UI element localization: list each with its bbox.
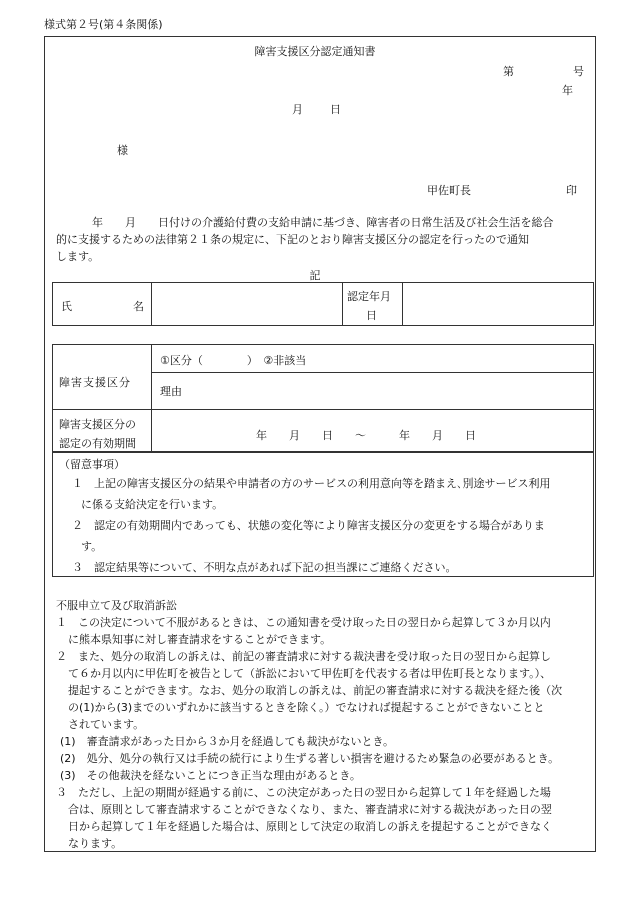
appeal-line: されています。 — [68, 718, 145, 731]
category-label: 障害支援区分 — [59, 376, 131, 389]
appeal-heading: 不服申立て及び取消訴訟 — [56, 599, 177, 612]
note-line: ２ 認定の有効期間内であっても、状態の変化等により障害支援区分の変更をする場合がありま — [72, 519, 545, 532]
note-line: に係る支給決定を行います。 — [81, 498, 224, 511]
note-line: ３ 認定結果等について、不明な点があれば下記の担当課にご連絡ください。 — [72, 561, 457, 574]
seal-mark: 印 — [566, 184, 577, 197]
body-line: 年 月 日付けの介護給付費の支給申請に基づき、障害者の日常生活及び社会生活を総合 — [92, 216, 554, 229]
notes-heading: （留意事項） — [59, 458, 125, 471]
category-options: ①区分（ ） ②非該当 — [160, 354, 307, 367]
appeal-line: ３ ただし、上記の期間が経過する前に、この決定があった日の翌日から起算して１年を経過した場 — [56, 786, 551, 799]
date-year: 年 — [562, 84, 573, 97]
body-line: します。 — [56, 250, 100, 263]
appeal-line: 日から起算して１年を経過した場合は、原則として決定の取消しの訴えを提起することができなく — [68, 820, 552, 833]
note-line: す。 — [81, 540, 103, 553]
name-label: 名 — [133, 300, 144, 313]
number-dai: 第 — [503, 65, 514, 78]
appeal-line: 提起することができます。なお、処分の取消しの訴えは、前記の審査請求に対する裁決を経た後（次 — [68, 684, 563, 697]
appeal-line: なります。 — [68, 837, 123, 850]
reason-label: 理由 — [160, 385, 182, 398]
cert-date-label: 認定年月 — [347, 290, 391, 303]
appeal-line: (3) その他裁決を経ないことにつき正当な理由があるとき。 — [60, 769, 361, 782]
document-title: 障害支援区分認定通知書 — [254, 45, 376, 58]
appeal-line: て６か月以内に甲佐町を被告として（訴訟において甲佐町を代表する者は甲佐町長となります。）、 — [68, 667, 552, 680]
recipient-suffix: 様 — [117, 144, 128, 157]
number-go: 号 — [573, 65, 584, 78]
body-line: 的に支援するための法律第２１条の規定に、下記のとおり障害支援区分の認定を行ったので通知 — [56, 233, 529, 246]
appeal-line: ２ また、処分の取消しの訴えは、前記の審査請求に対する裁決書を受け取った日の翌日から起算し — [56, 650, 551, 663]
appeal-line: の(1)から(3)までのいずれかに該当するときを除く。）でなければ提起することができないことと — [68, 701, 545, 714]
ki-marker: 記 — [309, 269, 321, 282]
issuer-name: 甲佐町長 — [427, 184, 471, 197]
validity-label: 障害支援区分の — [59, 418, 136, 431]
validity-label: 認定の有効期間 — [59, 437, 136, 450]
appeal-line: 合は、原則として審査請求することができなくなり、また、審査請求に対する裁決があった日の翌 — [68, 803, 552, 816]
appeal-line: (2) 処分、処分の執行又は手続の続行により生ずる著しい損害を避けるため緊急の必要があるとき。 — [60, 752, 560, 765]
cert-date-label: 日 — [366, 309, 377, 322]
appeal-line: に熊本県知事に対し審査請求をすることができます。 — [68, 633, 332, 646]
form-number: 様式第２号(第４条関係) — [44, 18, 163, 31]
appeal-line: (1) 審査請求があった日から３か月を経過しても裁決がないとき。 — [60, 735, 395, 748]
date-day: 日 — [330, 103, 341, 116]
name-label: 氏 — [61, 300, 72, 313]
date-month: 月 — [292, 103, 303, 116]
validity-period: 年 月 日 ～ 年 月 日 — [256, 429, 476, 442]
note-line: １ 上記の障害支援区分の結果や申請者の方のサービスの利用意向等を踏まえ､別途サービス利用 — [72, 477, 551, 490]
appeal-line: １ この決定について不服があるときは、この通知書を受け取った日の翌日から起算して３か月以内 — [56, 616, 551, 629]
